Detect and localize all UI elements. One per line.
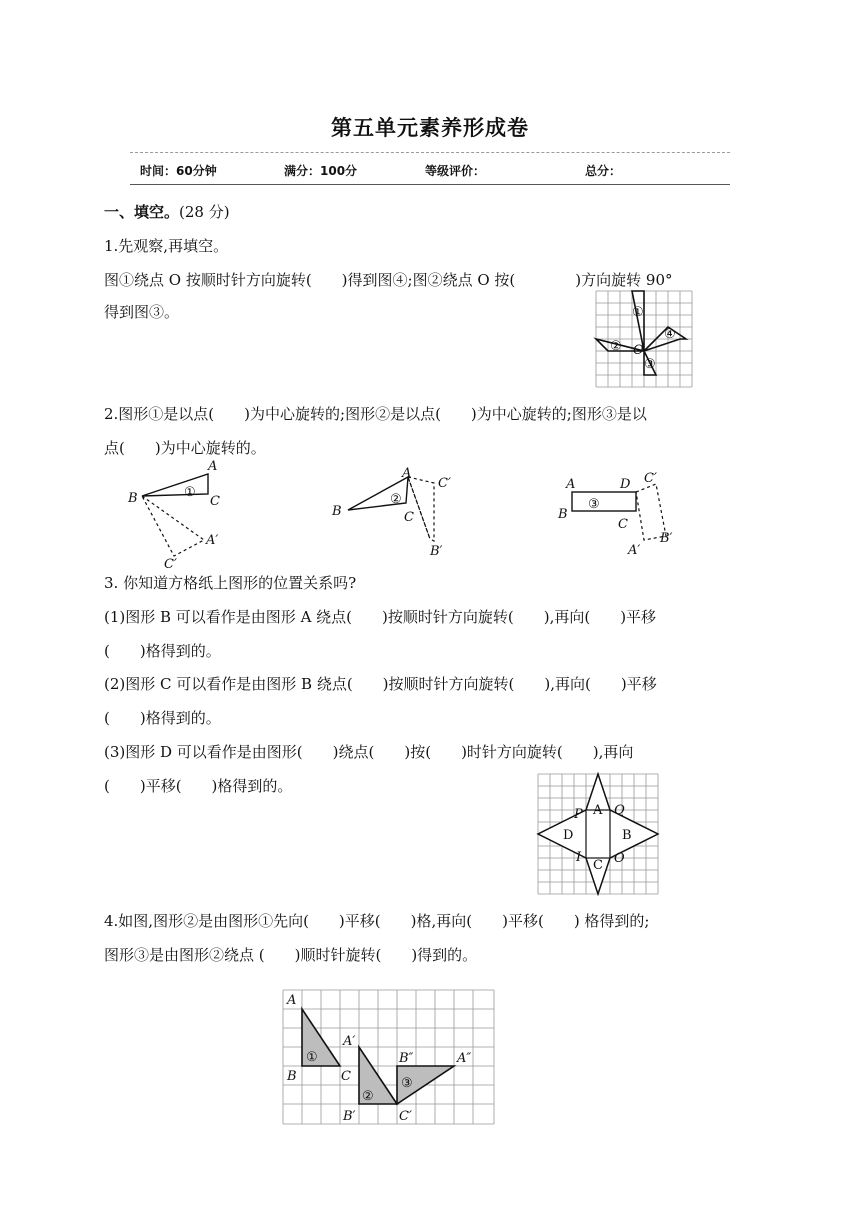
total-score-field: 总分： (585, 164, 622, 178)
q2f2-label-b: B (332, 504, 342, 519)
q2f3-label-b: B (558, 507, 568, 522)
q2f2-label-c: C (404, 510, 414, 525)
q3-label-b: B (622, 828, 632, 843)
q4-grid-figure (283, 990, 494, 1124)
time-field: 时间：60分钟 (140, 164, 217, 178)
q3-label-p: P (574, 807, 583, 822)
q2f1-label-c-prime: C′ (164, 557, 177, 572)
section-1-points: (28 分) (179, 203, 230, 221)
q2f3-label-3: ③ (588, 497, 600, 512)
q4-label-c-prime: C′ (399, 1109, 412, 1124)
q3-label-d: D (563, 828, 574, 843)
q1-line-1: 1.先观察,再填空。 (104, 237, 229, 255)
grade-field: 等级评价： (425, 164, 486, 178)
q2-figure-2 (330, 465, 460, 560)
q2f3-label-d: D (620, 477, 631, 492)
q3-label-c: C (593, 858, 603, 873)
q2f3-label-a-prime: A′ (628, 543, 641, 558)
q2f2-label-b-prime: B′ (430, 544, 443, 559)
header-solid-rule (130, 184, 730, 185)
q1-label-2: ② (610, 339, 622, 354)
q3-line-7: ( )平移( )格得到的。 (104, 777, 293, 795)
q2f2-label-a: A (402, 466, 412, 481)
q3-line-2: (1)图形 B 可以看作是由图形 A 绕点( )按顺时针方向旋转( ),再向( )平移 (104, 608, 657, 626)
q3-label-a: A (593, 803, 603, 818)
full-score-field: 满分：100分 (284, 164, 358, 178)
q3-line-1: 3. 你知道方格纸上图形的位置关系吗? (104, 574, 357, 592)
q1-label-o: O (633, 343, 644, 358)
q3-line-5: ( )格得到的。 (104, 709, 221, 727)
q3-label-i: I (576, 850, 582, 865)
q1-line-3: 得到图③。 (104, 303, 180, 321)
q1-label-1: ① (632, 305, 644, 320)
q2-figure-3 (556, 468, 686, 560)
q2f3-label-a: A (566, 477, 576, 492)
q2f1-label-c: C (210, 494, 220, 509)
page-title: 第五单元素养形成卷 (331, 116, 529, 140)
q3-label-q: Q (614, 803, 625, 818)
q2f3-label-b-prime: B′ (660, 531, 673, 546)
q3-star-figure (538, 774, 658, 894)
q2f1-label-1: ① (184, 485, 196, 500)
header-dashed-rule (130, 152, 730, 153)
q4-label-a-prime: A′ (343, 1034, 356, 1049)
q4-label-2: ② (362, 1089, 374, 1104)
q3-line-6: (3)图形 D 可以看作是由图形( )绕点( )按( )时针方向旋转( ),再向 (104, 743, 634, 761)
q2-figure-1 (126, 458, 226, 570)
q4-label-1: ① (306, 1050, 318, 1065)
q1-shape-1 (632, 291, 644, 351)
section-1-title: 一、填空。 (104, 203, 180, 221)
q4-line-1: 4.如图,图形②是由图形①先向( )平移( )格,再向( )平移( ) 格得到的; (104, 912, 650, 930)
q4-label-b-double-prime: B″ (399, 1051, 414, 1066)
q4-label-3: ③ (401, 1076, 413, 1091)
q1-pinwheel-figure (596, 291, 692, 387)
q3-label-o: O (614, 851, 625, 866)
q3-line-3: ( )格得到的。 (104, 642, 221, 660)
q2-line-2: 点( )为中心旋转的。 (104, 439, 266, 457)
q1-line-2: 图①绕点 O 按顺时针方向旋转( )得到图④;图②绕点 O 按( )方向旋转 90° (104, 271, 673, 289)
q4-label-b: B (287, 1069, 297, 1084)
q2f1-label-a: A (208, 459, 218, 474)
q4-label-c: C (341, 1069, 351, 1084)
q2f3-label-c-prime: C′ (644, 471, 657, 486)
q4-line-2: 图形③是由图形②绕点 ( )顺时针旋转( )得到的。 (104, 946, 478, 964)
q1-label-4: ④ (664, 327, 676, 342)
section-1-heading (104, 201, 230, 222)
q2f1-label-b: B (128, 491, 138, 506)
q4-label-a: A (287, 993, 297, 1008)
q2f3-label-c: C (618, 517, 628, 532)
q2f2-label-2: ② (390, 492, 402, 507)
q2f1-label-a-prime: A′ (206, 533, 219, 548)
q4-label-a-double-prime: A″ (457, 1051, 472, 1066)
q3-line-4: (2)图形 C 可以看作是由图形 B 绕点( )按顺时针方向旋转( ),再向( )平移 (104, 675, 657, 693)
q2-line-1: 2.图形①是以点( )为中心旋转的;图形②是以点( )为中心旋转的;图形③是以 (104, 405, 647, 423)
q1-label-3: ③ (644, 357, 656, 372)
q2f2-label-c-prime: C′ (438, 476, 451, 491)
q4-label-b-prime: B′ (343, 1109, 356, 1124)
